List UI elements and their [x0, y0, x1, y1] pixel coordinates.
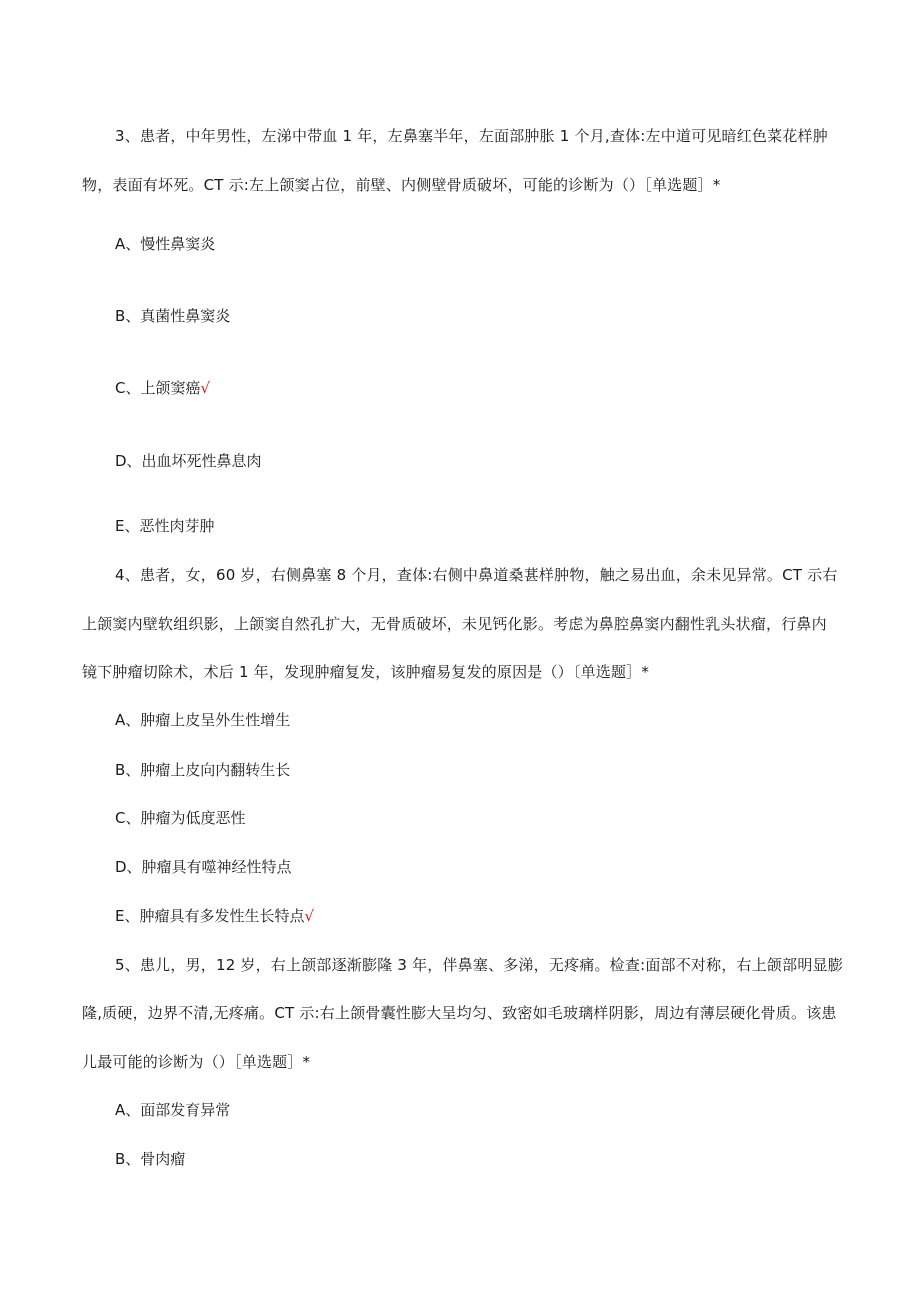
question-3-line-1: 3、患者，中年男性，左涕中带血 1 年，左鼻塞半年，左面部肿胀 1 个月,查体:左中道可见暗红色菜花样肿: [115, 127, 828, 145]
question-3-option-b[interactable]: B、真菌性鼻窦炎: [115, 307, 231, 325]
question-4-line-2: 上颌窦内壁软组织影，上颌窦自然孔扩大，无骨质破坏，未见钙化影。考虑为鼻腔鼻窦内翻性乳头状瘤，行鼻内: [82, 615, 827, 633]
question-3-line-2: 物，表面有坏死。CT 示:左上颌窦占位，前壁、内侧壁骨质破坏，可能的诊断为（）［单选题］*: [82, 176, 721, 194]
question-4-line-1: 4、患者，女，60 岁，右侧鼻塞 8 个月，查体:右侧中鼻道桑葚样肿物，触之易出血，余未见异常。CT 示右: [115, 566, 838, 584]
question-4-option-d[interactable]: D、肿瘤具有噬神经性特点: [115, 858, 292, 876]
question-5-line-1: 5、患儿，男，12 岁，右上颌部逐渐膨隆 3 年，伴鼻塞、多涕，无疼痛。检查:面部不对称，右上颌部明显膨: [115, 956, 843, 974]
correct-mark: √: [304, 907, 315, 925]
question-4-option-a[interactable]: A、肿瘤上皮呈外生性增生: [115, 711, 291, 729]
question-3-option-a[interactable]: A、慢性鼻窦炎: [115, 235, 216, 253]
question-5-line-2: 隆,质硬，边界不清,无疼痛。CT 示:右上颌骨囊性膨大呈均匀、致密如毛玻璃样阴影，周边有薄层硬化骨质。该患: [82, 1004, 837, 1022]
question-3-option-c[interactable]: C、上颌窦癌√: [115, 379, 211, 397]
question-4-option-e[interactable]: E、肿瘤具有多发性生长特点√: [115, 907, 315, 925]
question-5-option-a[interactable]: A、面部发育异常: [115, 1101, 231, 1119]
question-3-option-d[interactable]: D、出血坏死性鼻息肉: [115, 452, 262, 470]
question-4-line-3: 镜下肿瘤切除术，术后 1 年，发现肿瘤复发，该肿瘤易复发的原因是（）〔单选题］*: [82, 663, 650, 681]
question-3-option-e[interactable]: E、恶性肉芽肿: [115, 517, 215, 535]
question-4-option-b[interactable]: B、肿瘤上皮向内翻转生长: [115, 761, 291, 779]
question-5-option-b[interactable]: B、骨肉瘤: [115, 1150, 186, 1168]
correct-mark: √: [200, 379, 211, 397]
question-4-option-c[interactable]: C、肿瘤为低度恶性: [115, 809, 246, 827]
question-5-line-3: 儿最可能的诊断为（）［单选题］*: [82, 1053, 311, 1071]
